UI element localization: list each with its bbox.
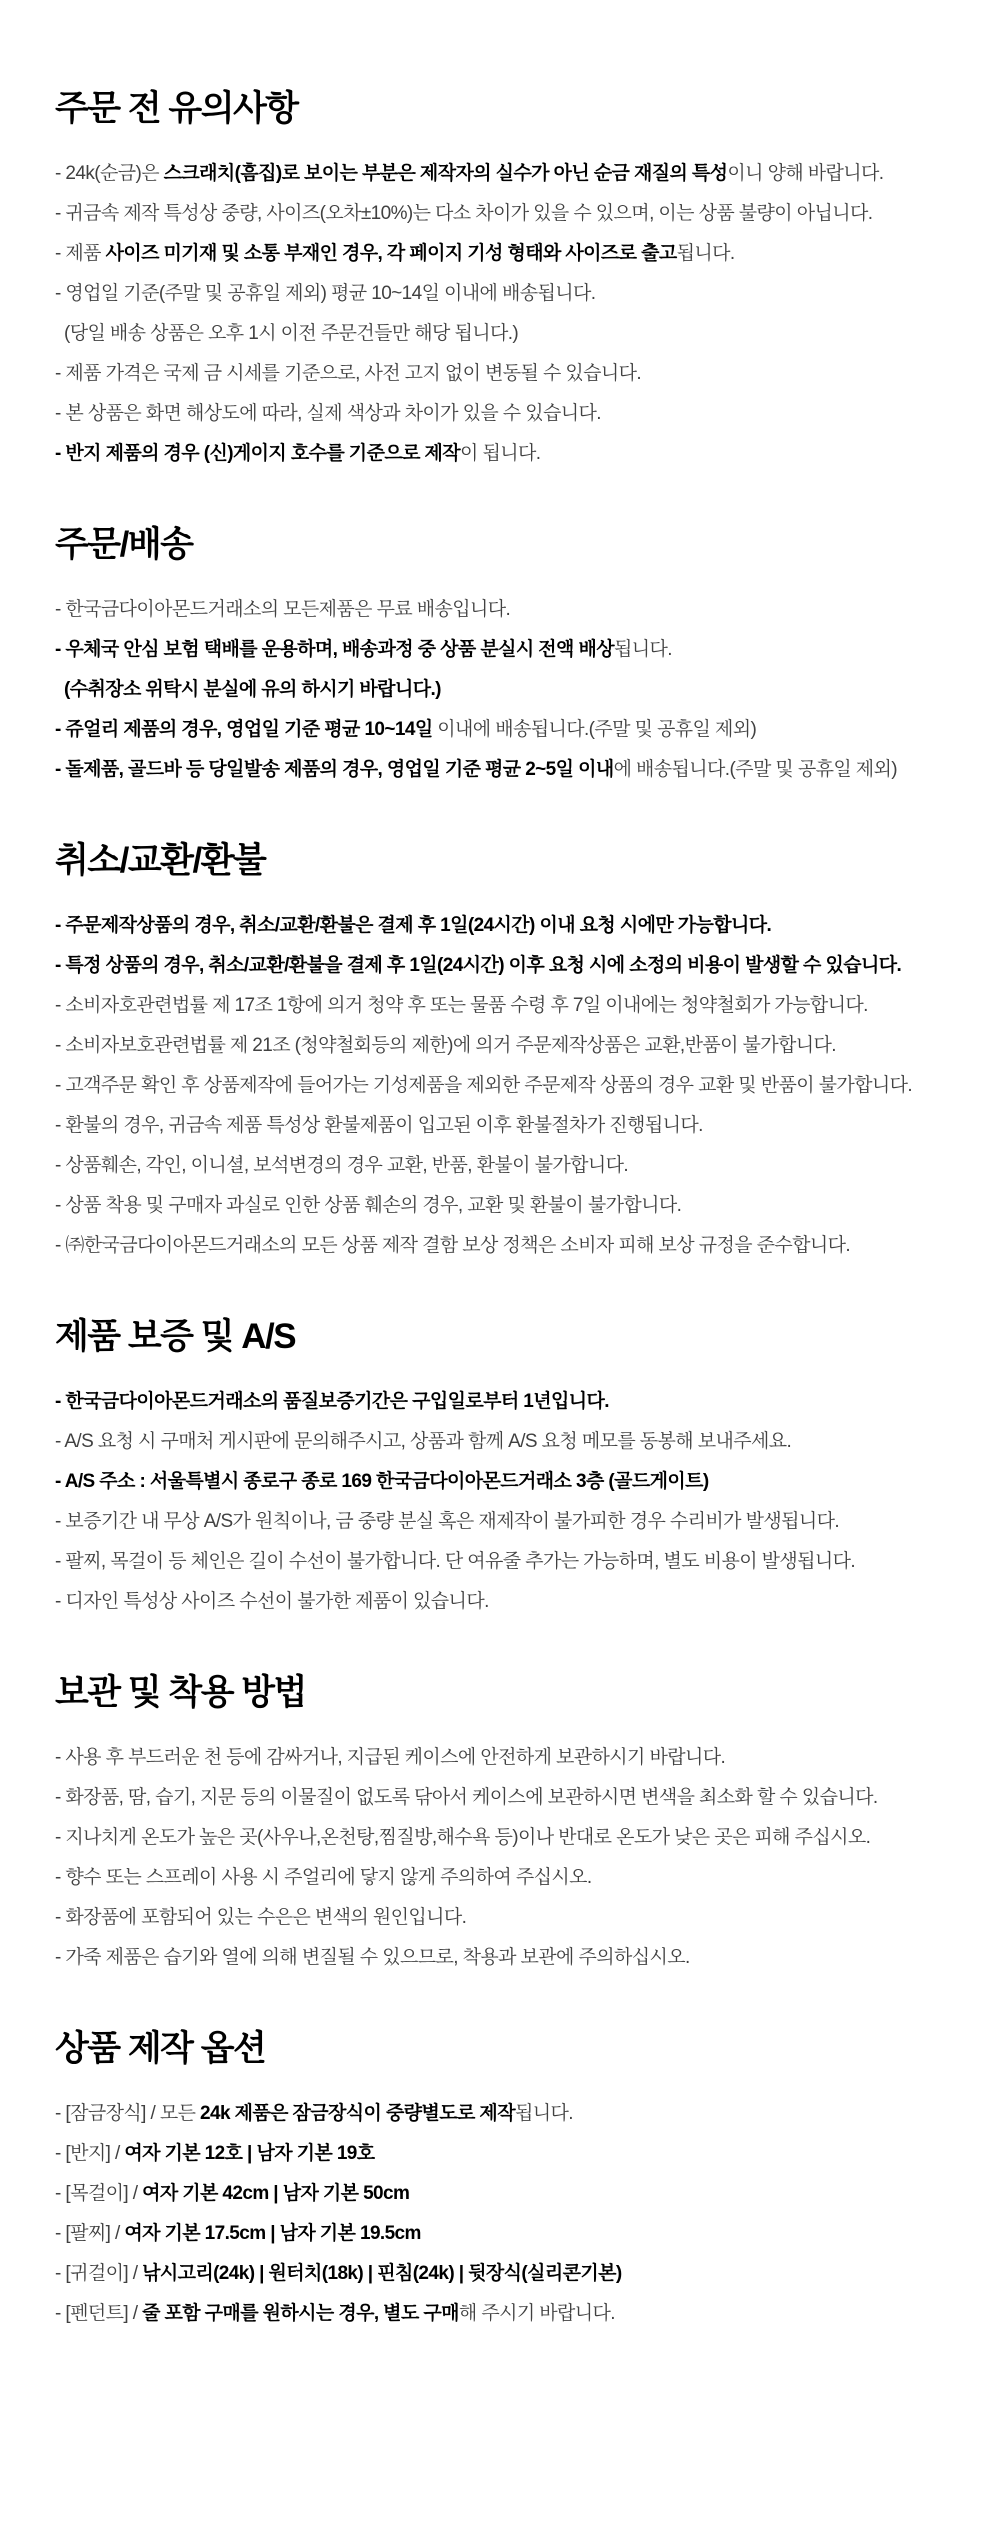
notice-text: - [팔찌] / <box>55 2223 125 2244</box>
notice-line <box>55 1827 945 1848</box>
section-lines <box>55 1391 945 1612</box>
notice-text: 이니 양해 바랍니다. <box>727 163 884 184</box>
notice-section <box>55 840 945 1256</box>
notice-line <box>55 2143 945 2164</box>
section-lines <box>55 915 945 1256</box>
notice-line <box>55 1511 945 1532</box>
notice-text: 이내에 배송됩니다.(주말 및 공휴일 제외) <box>432 719 757 740</box>
notice-line <box>55 1591 945 1612</box>
notice-text: - 보증기간 내 무상 A/S가 원칙이나, 금 중량 분실 혹은 재제작이 불가피한 경우 수리비가 발생됩니다. <box>55 1511 840 1532</box>
notice-text: - 디자인 특성상 사이즈 수선이 불가한 제품이 있습니다. <box>55 1591 489 1612</box>
notice-text-bold: - 우체국 안심 보험 택배를 운용하며, 배송과정 중 상품 분실시 전액 배상 <box>55 639 614 660</box>
notice-text-bold: 스크래치(흠집)로 보이는 부분은 제작자의 실수가 아닌 순금 재질의 특성 <box>163 163 728 184</box>
notice-text: 해 주시기 바랍니다. <box>458 2303 615 2324</box>
section-lines <box>55 1747 945 1968</box>
notice-text: - 한국금다이아몬드거래소의 모든제품은 무료 배송입니다. <box>55 599 511 620</box>
sections-container <box>55 88 945 2324</box>
notice-line <box>55 283 945 304</box>
notice-line <box>55 1787 945 1808</box>
notice-text: - 화장품에 포함되어 있는 수은은 변색의 원인입니다. <box>55 1907 467 1928</box>
notice-text-bold: 줄 포함 구매를 원하시는 경우, 별도 구매 <box>142 2303 459 2324</box>
section-lines <box>55 2103 945 2324</box>
notice-section <box>55 2028 945 2324</box>
section-title: 취소/교환/환불 <box>55 841 266 880</box>
notice-line <box>55 599 945 620</box>
notice-text: - 소비자보호관련법률 제 21조 (청약철회등의 제한)에 의거 주문제작상품은 교환,반품이 불가합니다. <box>55 1035 836 1056</box>
notice-section <box>55 88 945 464</box>
notice-line <box>55 915 945 936</box>
notice-line <box>55 363 945 384</box>
notice-line <box>55 2103 945 2124</box>
notice-text: 됩니다. <box>676 243 735 264</box>
notice-text: - 가죽 제품은 습기와 열에 의해 변질될 수 있으므로, 착용과 보관에 주의하십시오. <box>55 1947 690 1968</box>
notice-text: - 제품 <box>55 243 106 264</box>
notice-text: - [반지] / <box>55 2143 125 2164</box>
notice-text-bold: - 쥬얼리 제품의 경우, 영업일 기준 평균 10~14일 <box>55 719 433 740</box>
notice-line <box>55 1947 945 1968</box>
notice-text-bold: 24k 제품은 잠금장식이 중량별도로 제작 <box>200 2103 515 2124</box>
notice-line <box>55 1235 945 1256</box>
notice-line <box>55 1035 945 1056</box>
notice-section <box>55 1672 945 1968</box>
notice-line <box>55 1155 945 1176</box>
notice-line <box>55 323 945 344</box>
notice-line <box>55 203 945 224</box>
notice-text: - 소비자호관련법률 제 17조 1항에 의거 청약 후 또는 물품 수령 후 7일 이내에는 청약철회가 가능합니다. <box>55 995 868 1016</box>
notice-line <box>55 443 945 464</box>
notice-line <box>55 2223 945 2244</box>
notice-text-bold: - 주문제작상품의 경우, 취소/교환/환불은 결제 후 1일(24시간) 이내 요청 시에만 가능합니다. <box>55 915 772 936</box>
notice-text-bold: - A/S 주소 : 서울특별시 종로구 종로 169 한국금다이아몬드거래소 3층 (골드게이트) <box>55 1471 709 1492</box>
notice-section <box>55 1316 945 1612</box>
notice-text: - 본 상품은 화면 해상도에 따라, 실제 색상과 차이가 있을 수 있습니다. <box>55 403 601 424</box>
notice-line <box>55 2263 945 2284</box>
notice-line <box>55 1115 945 1136</box>
notice-line <box>55 1391 945 1412</box>
notice-line <box>55 163 945 184</box>
notice-text: - [귀걸이] / <box>55 2263 143 2284</box>
notice-text-bold: 사이즈 미기재 및 소통 부재인 경우, 각 페이지 기성 형태와 사이즈로 출고 <box>105 243 677 264</box>
notice-line <box>55 955 945 976</box>
notice-line <box>55 1551 945 1572</box>
notice-text: - 환불의 경우, 귀금속 제품 특성상 환불제품이 입고된 이후 환불절차가 진행됩니다. <box>55 1115 703 1136</box>
notice-text: - ㈜한국금다이아몬드거래소의 모든 상품 제작 결함 보상 정책은 소비자 피해 보상 규정을 준수합니다. <box>55 1235 851 1256</box>
notice-text: 에 배송됩니다.(주말 및 공휴일 제외) <box>613 759 897 780</box>
notice-line <box>55 1747 945 1768</box>
section-title: 보관 및 착용 방법 <box>55 1673 306 1712</box>
notice-text: - [펜던트] / <box>55 2303 143 2324</box>
notice-text: 이 됩니다. <box>460 443 541 464</box>
notice-text: - 귀금속 제작 특성상 중량, 사이즈(오차±10%)는 다소 차이가 있을 수 있으며, 이는 상품 불량이 아닙니다. <box>55 203 873 224</box>
notice-text: - 화장품, 땀, 습기, 지문 등의 이물질이 없도록 닦아서 케이스에 보관하시면 변색을 최소화 할 수 있습니다. <box>55 1787 878 1808</box>
notice-text: - 상품 착용 및 구매자 과실로 인한 상품 훼손의 경우, 교환 및 환불이 불가합니다. <box>55 1195 682 1216</box>
notice-text-bold: 여자 기본 17.5cm | 남자 기본 19.5cm <box>124 2223 421 2244</box>
notice-text: - 사용 후 부드러운 천 등에 감싸거나, 지급된 케이스에 안전하게 보관하시기 바랍니다. <box>55 1747 726 1768</box>
notice-text-bold: - 돌제품, 골드바 등 당일발송 제품의 경우, 영업일 기준 평균 2~5일 이내 <box>55 759 614 780</box>
notice-line <box>55 2303 945 2324</box>
section-lines <box>55 163 945 464</box>
notice-line <box>55 1195 945 1216</box>
notice-line <box>55 403 945 424</box>
notice-text: - 24k(순금)은 <box>55 163 164 184</box>
notice-text-bold: (수취장소 위탁시 분실에 유의 하시기 바랍니다.) <box>64 679 441 700</box>
notice-line <box>55 2183 945 2204</box>
notice-line <box>55 759 945 780</box>
section-title: 상품 제작 옵션 <box>55 2029 266 2068</box>
notice-text-bold: 여자 기본 12호 | 남자 기본 19호 <box>124 2143 375 2164</box>
notice-line <box>55 679 945 700</box>
notice-text-bold: 여자 기본 42cm | 남자 기본 50cm <box>142 2183 410 2204</box>
section-title: 주문/배송 <box>55 525 193 564</box>
notice-text: - 영업일 기준(주말 및 공휴일 제외) 평균 10~14일 이내에 배송됩니다. <box>55 283 596 304</box>
notice-text: - 제품 가격은 국제 금 시세를 기준으로, 사전 고지 없이 변동될 수 있습니다. <box>55 363 642 384</box>
notice-text: 됩니다. <box>514 2103 573 2124</box>
notice-text: - 향수 또는 스프레이 사용 시 주얼리에 닿지 않게 주의하여 주십시오. <box>55 1867 592 1888</box>
notice-line <box>55 1907 945 1928</box>
notice-text: - 지나치게 온도가 높은 곳(사우나,온천탕,찜질방,해수욕 등)이나 반대로 온도가 낮은 곳은 피해 주십시오. <box>55 1827 871 1848</box>
notice-line <box>55 995 945 1016</box>
notice-line <box>55 243 945 264</box>
section-title: 제품 보증 및 A/S <box>55 1317 296 1356</box>
notice-line <box>55 719 945 740</box>
notice-text: (당일 배송 상품은 오후 1시 이전 주문건들만 해당 됩니다.) <box>64 323 519 344</box>
notice-line <box>55 639 945 660</box>
notice-text: - A/S 요청 시 구매처 게시판에 문의해주시고, 상품과 함께 A/S 요청 메모를 동봉해 보내주세요. <box>55 1431 792 1452</box>
section-title: 주문 전 유의사항 <box>55 89 298 128</box>
notice-text: - [목걸이] / <box>55 2183 143 2204</box>
notice-text: - 상품훼손, 각인, 이니셜, 보석변경의 경우 교환, 반품, 환불이 불가합니다. <box>55 1155 629 1176</box>
notice-text: - [잠금장식] / 모든 <box>55 2103 201 2124</box>
notice-text-bold: - 한국금다이아몬드거래소의 품질보증기간은 구입일로부터 1년입니다. <box>55 1391 609 1412</box>
notice-text-bold: - 특정 상품의 경우, 취소/교환/환불을 결제 후 1일(24시간) 이후 요청 시에 소정의 비용이 발생할 수 있습니다. <box>55 955 902 976</box>
notice-section <box>55 524 945 780</box>
notice-line <box>55 1471 945 1492</box>
notice-line <box>55 1867 945 1888</box>
notice-text: - 팔찌, 목걸이 등 체인은 길이 수선이 불가합니다. 단 여유줄 추가는 가능하며, 별도 비용이 발생됩니다. <box>55 1551 856 1572</box>
notice-text: 됩니다. <box>614 639 672 660</box>
notice-line <box>55 1075 945 1096</box>
notice-line <box>55 1431 945 1452</box>
notice-text: - 고객주문 확인 후 상품제작에 들어가는 기성제품을 제외한 주문제작 상품의 경우 교환 및 반품이 불가합니다. <box>55 1075 913 1096</box>
notice-text-bold: - 반지 제품의 경우 (신)게이지 호수를 기준으로 제작 <box>55 443 461 464</box>
notice-text-bold: 낚시고리(24k) | 원터치(18k) | 핀침(24k) | 뒷장식(실리콘기본) <box>142 2263 622 2284</box>
section-lines <box>55 599 945 780</box>
